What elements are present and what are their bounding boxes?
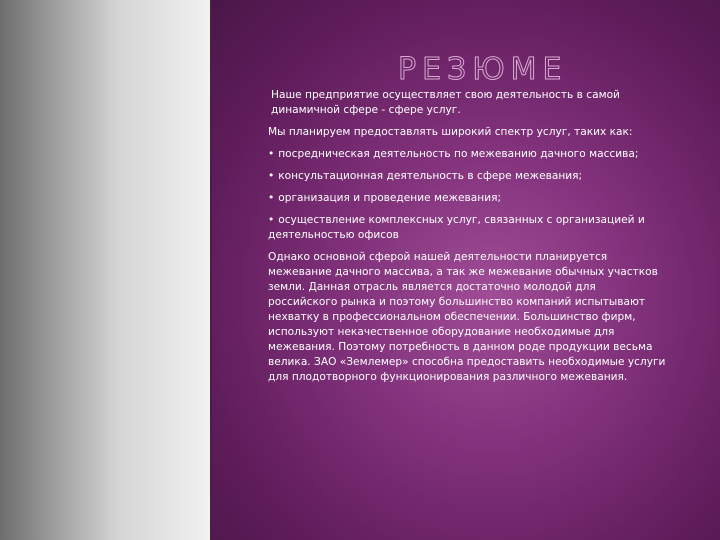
- slide-title: РЕЗЮМЕ: [398, 52, 568, 87]
- bullet-item: [268, 191, 668, 206]
- bullet-text: организация и проведение межевания;: [278, 192, 502, 204]
- left-gradient-panel: [0, 0, 212, 540]
- bullet-item: [268, 213, 668, 243]
- bullet-text: консультационная деятельность в сфере межевания;: [278, 170, 583, 182]
- services-lead: Мы планируем предоставлять широкий спектр услуг, таких как:: [268, 126, 633, 138]
- bullet-item: [268, 147, 668, 162]
- bullet-text: посредническая деятельность по межеванию дачного массива;: [278, 148, 639, 160]
- bullet-text: осуществление комплексных услуг, связанных с организацией и деятельностью офисов: [268, 214, 645, 241]
- bullet-item: [268, 169, 668, 184]
- body-paragraph: Однако основной сферой нашей деятельности планируется межевание дачного массива, а так же межевание обычных участков земли. Данная отрасль является достаточно молодой для российского рынка и поэтому большинство компаний испытывают нехватку в профессиональном обеспечении. Большинство фирм, используют некачественное оборудование необходимые для межевания. Поэтому потребность в данном роде продукции весьма велика. ЗАО «Землемер» способна предоставить необходимые услуги для плодотворного функционирования различного межевания.: [268, 251, 666, 383]
- intro-paragraph: Наше предприятие осуществляет свою деятельность в самой динамичной сфере - сфере услуг.: [271, 89, 620, 116]
- slide-content: [268, 88, 668, 392]
